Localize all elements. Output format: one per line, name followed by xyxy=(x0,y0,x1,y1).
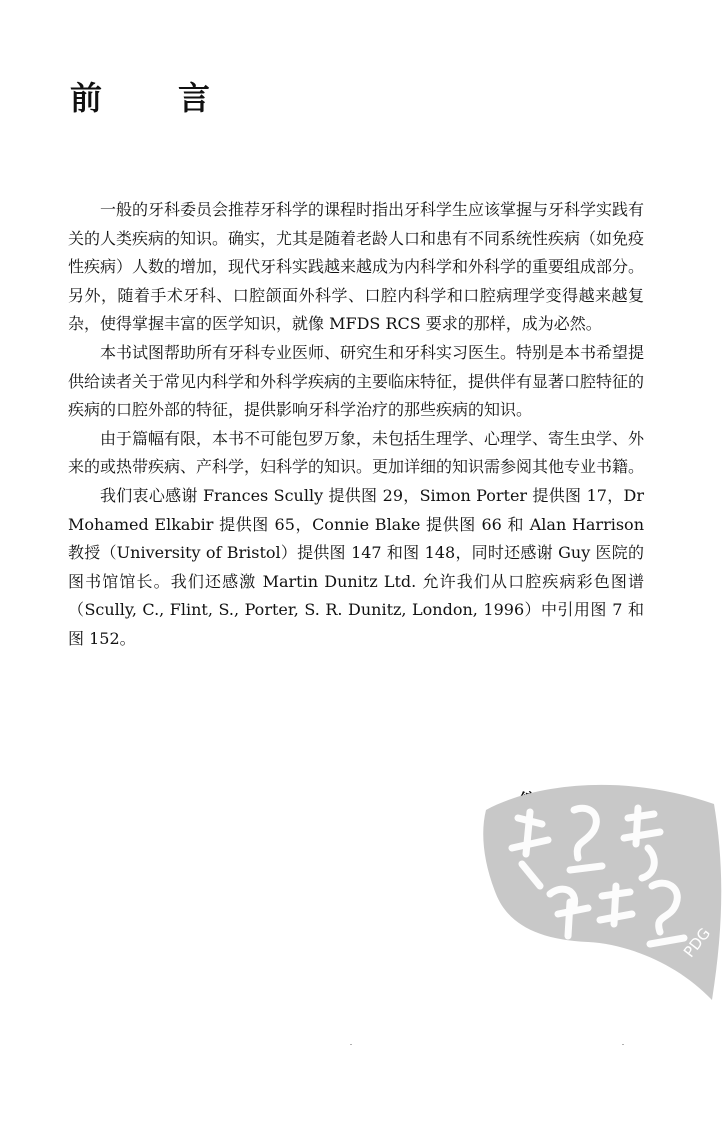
scan-artifact-dot xyxy=(622,1044,624,1045)
pdg-seal-watermark xyxy=(478,774,726,1006)
paragraph-1: 一般的牙科委员会推荐牙科学的课程时指出牙科学生应该掌握与牙科学实践有关的人类疾病的知识。确实，尤其是随着老龄人口和患有不同系统性疾病（如免疫性疾病）人数的增加，现代牙科实践越来越成为内科学和外科学的重要组成部分。另外，随着手术牙科、口腔颌面外科学、口腔内科学和口腔病理学变得越来越复杂，使得掌握丰富的医学知识，就像 MFDS RCS 要求的那样，成为必然。 xyxy=(68,200,645,334)
preface-body xyxy=(68,196,644,654)
page-title: 前 言 xyxy=(70,79,233,117)
paragraph-4: 我们衷心感谢 Frances Scully 提供图 29，Simon Porter 提供图 17，Dr Mohamed Elkabir 提供图 65，Connie Blake 提供图 66 和 Alan Harrison 教授（University of Bristol）提供图 147 和图 148，同时还感谢 Guy 医院的图书馆馆长。我们还感激 Martin Dunitz Ltd. 允许我们从口腔疾病彩色图谱（Scully, C., Flint, S., Porter, S. R. Dunitz, London, 1996）中引用图 7 和图 152。 xyxy=(68,485,644,648)
paragraph-3: 由于篇幅有限，本书不可能包罗万象，未包括生理学、心理学、寄生虫学、外来的或热带疾病、产科学，妇科学的知识。更加详细的知识需参阅其他专业书籍。 xyxy=(68,428,645,477)
scan-artifact-dot xyxy=(350,1044,352,1045)
seal-pdg-text: PDG xyxy=(680,924,715,961)
paragraph-2: 本书试图帮助所有牙科专业医师、研究生和牙科实习医生。特别是本书希望提供给读者关于常见内科学和外科学疾病的主要临床特征，提供伴有显著口腔特征的疾病的口腔外部的特征，提供影响牙科学治疗的那些疾病的知识。 xyxy=(68,342,645,420)
